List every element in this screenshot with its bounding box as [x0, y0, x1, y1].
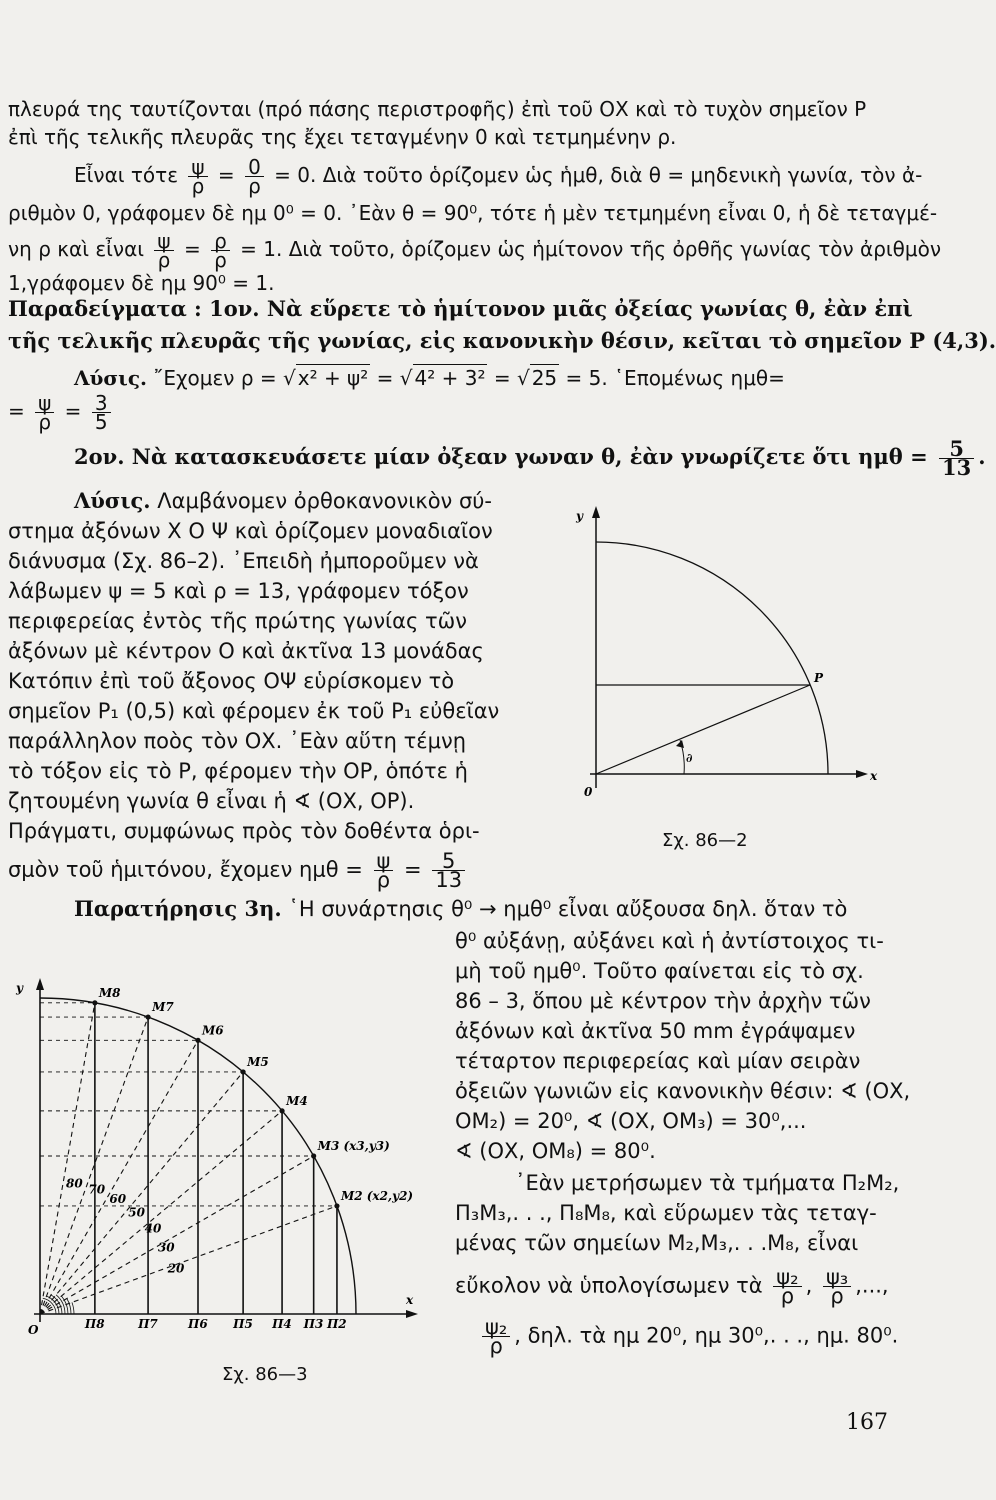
label-o: O: [28, 1323, 39, 1337]
example1-result: = $\frac{\psi}{\rho}$ = $\frac{3}{5}$: [8, 394, 115, 431]
fraction: $\frac{\psi}{\rho}$: [188, 158, 207, 195]
remark-line: ∢ (ΟΧ, ΟΜ₈) = 80⁰.: [455, 1139, 656, 1163]
fraction: $\frac{3}{5}$: [92, 394, 111, 431]
label-y: y: [576, 509, 583, 523]
point-M6: [195, 1038, 200, 1043]
label-p: P: [814, 671, 824, 685]
label-M5: M5: [247, 1054, 269, 1069]
example2-last-line: σμὸν τοῦ ἡμιτόνου, ἔχομεν ημθ = $\frac{\psi}{\rho}$ = $\frac{5}{13}$: [8, 852, 469, 889]
example2-line-1: Λύσις. Λαμβάνομεν ὀρθοκανονικὸν σύ-: [74, 488, 492, 513]
remark-line: ἀξόνων καὶ ἀκτῖνα 50 mm ἐγράψαμεν: [455, 1019, 856, 1043]
ray-op: [596, 685, 810, 774]
example2-heading: 2ον. Νὰ κατασκευάσετε μίαν ὀξεαν γωναν θ, ἐὰν γνωρίζετε ὅτι ημθ = $\frac{5}{13}$ .: [74, 436, 986, 480]
remark-line: μένας τῶν σημείων Μ₂,Μ₃,. . .Μ₈, εἶναι: [455, 1231, 859, 1255]
fraction: $\frac{5}{13}$: [432, 852, 465, 889]
remark-line-1: Παρατήρησις 3η. ῾Η συνάρτησις θ⁰ → ημθ⁰ εἶναι αὔξουσα δηλ. ὅταν τὸ: [74, 896, 848, 921]
example2-line: στημα ἀξόνων Χ Ο Ψ καὶ ὁρίζομεν μοναδιαῖον: [8, 519, 493, 543]
remark-line: ᾿Εὰν μετρήσωμεν τὰ τμήματα Π₂Μ₂,: [515, 1171, 900, 1195]
label-foot-Π7: Π7: [138, 1317, 158, 1331]
label-theta: ∂: [686, 751, 693, 765]
label-M3: M3 (x3,y3): [317, 1139, 390, 1153]
figure-86-3: [10, 970, 430, 1340]
fraction: $\frac{\psi}{\rho}$: [154, 232, 173, 269]
x-axis-arrow-icon: [856, 770, 868, 778]
label-M7: M7: [152, 1000, 174, 1015]
example1-line-2: τῆς τελικῆς πλευρᾶς τῆς γωνίας, εἰς κανονικὴν θέσιν, κεῖται τὸ σημεῖον Ρ (4,3).: [8, 328, 996, 353]
example2-line: Κατόπιν ἐπὶ τοῦ ἄξονος ΟΨ εὑρίσκομεν τὸ: [8, 669, 455, 693]
angle-arc-30: [67, 1299, 71, 1315]
point-M5: [241, 1069, 246, 1074]
remark-ratio-line: εὔκολον νὰ ὑπολογίσωμεν τὰ $\frac{\text{ψ₂}}{\rho}$ , $\frac{\text{ψ₃}}{\rho}$ ,...,: [455, 1265, 889, 1308]
fraction: $\frac{\psi}{\rho}$: [35, 394, 54, 431]
remark-line: ὀξειῶν γωνιῶν εἰς κανονικὴν θέσιν: ∢ (ΟΧ,: [455, 1079, 911, 1103]
intro-line-4: ριθμὸν 0, γράφομεν δὲ ημ 0⁰ = 0. ᾿Εὰν θ = 90⁰, τότε ἡ μὲν τετμημένη εἶναι 0, ἡ δὲ τεταγμέ-: [8, 201, 938, 225]
example2-line: παράλληλον ποὸς τὸν ΟΧ. ᾿Εὰν αὕτη τέμνῃ: [8, 729, 467, 753]
y-axis-arrow-icon: [592, 506, 600, 518]
example2-line: ζητουμένη γωνία θ εἶναι ἡ ∢ (ΟΧ, ΟΡ).: [8, 789, 415, 813]
point-M4: [279, 1108, 284, 1113]
label-y: y: [16, 981, 23, 995]
angle-arc-20: [72, 1302, 74, 1314]
example2-line: λάβωμεν ψ = 5 καὶ ρ = 13, γράφομεν τόξον: [8, 579, 469, 603]
label-M6: M6: [202, 1023, 224, 1038]
label-foot-Π5: Π5: [233, 1317, 253, 1331]
label-angle-30: 30: [157, 1240, 175, 1255]
remark-line: τέταρτον περιφερείας καὶ μίαν σειρὰν: [455, 1049, 861, 1073]
ray-70: [40, 1017, 148, 1314]
example1-solution: Λύσις. ῎Εχομεν ρ = √ x² + ψ² = √ 4² + 3² = √ 25 = 5. ῾Επομένως ημθ=: [74, 366, 785, 390]
remark-line: θ⁰ αὐξάνῃ, αὐξάνει καὶ ἡ ἀντίστοιχος τι-: [455, 929, 884, 953]
ray-50: [40, 1072, 243, 1314]
label-foot-Π2: Π2: [326, 1317, 347, 1331]
label-foot-Π8: Π8: [84, 1317, 105, 1331]
label-M8: M8: [98, 985, 121, 1000]
page-number: 167: [846, 1410, 888, 1435]
fraction: $\frac{5}{13}$: [939, 440, 974, 477]
label-M2: M2 (x2,y2): [340, 1188, 414, 1203]
example2-line: ἀξόνων μὲ κέντρον Ο καὶ ἀκτῖνα 13 μονάδας: [8, 639, 484, 663]
label-o: 0: [584, 785, 593, 799]
example2-line: περιφερείας ἐντὸς τῆς πρώτης γωνίας τῶν: [8, 609, 467, 633]
label-x: x: [406, 1293, 414, 1307]
example1-heading: Παραδείγματα : 1ον. Νὰ εὕρετε τὸ ἡμίτονον μιᾶς ὀξείας γωνίας θ, ἐὰν ἐπὶ: [8, 296, 913, 321]
figure-86-2-caption: Σχ. 86—2: [662, 830, 748, 851]
fraction: $\frac{\text{ψ₂}}{\rho}$: [773, 1268, 801, 1305]
label-foot-Π6: Π6: [188, 1317, 208, 1331]
remark-line: ΟΜ₂) = 20⁰, ∢ (ΟΧ, ΟΜ₃) = 30⁰,...: [455, 1109, 807, 1133]
remark-line: μὴ τοῦ ημθ⁰. Τοῦτο φαίνεται εἰς τὸ σχ.: [455, 959, 864, 983]
example2-line: διάνυσμα (Σχ. 86–2). ᾿Επειδὴ ἠμποροῦμεν νὰ: [8, 549, 479, 573]
label-angle-40: 40: [144, 1221, 162, 1236]
intro-line-5: νη ρ καὶ εἶναι $\frac{\psi}{\rho}$ = $\frac{\rho}{\rho}$ = 1. Διὰ τοῦτο, ὁρίζομεν ὡς ἡμίτονον τῆς ὀρθῆς γωνίας τὸν ἀριθμὸν: [8, 229, 942, 272]
label-angle-50: 50: [128, 1205, 146, 1220]
y-axis-arrow-icon: [36, 978, 44, 990]
label-foot-Π4: Π4: [272, 1317, 292, 1331]
example2-line: σημεῖον Ρ₁ (0,5) καὶ φέρομεν ἐκ τοῦ Ρ₁ εὐθεῖαν: [8, 699, 500, 723]
label-foot-Π3: Π3: [303, 1317, 324, 1331]
label-M4: M4: [286, 1093, 308, 1108]
remark-line: 86 – 3, ὅπου μὲ κέντρον τὴν ἀρχὴν τῶν: [455, 989, 871, 1013]
arc: [596, 542, 828, 774]
intro-line-6: 1,γράφομεν δὲ ημ 90⁰ = 1.: [8, 271, 275, 295]
fraction: $\frac{\rho}{\rho}$: [211, 232, 230, 269]
point-M7: [145, 1014, 150, 1019]
figure-86-3-caption: Σχ. 86—3: [222, 1364, 308, 1385]
intro-line-1: πλευρά της ταυτίζονται (πρό πάσης περιστροφῆς) ἐπὶ τοῦ ΟΧ καὶ τὸ τυχὸν σημεῖον Ρ: [8, 97, 867, 121]
fraction: $\frac{\psi}{\rho}$: [374, 852, 394, 889]
intro-line-3: Εἶναι τότε $\frac{\psi}{\rho}$ = $\frac{0}{\rho}$ = 0. Διὰ τοῦτο ὁρίζομεν ὡς ἡμθ, διὰ θ = μηδενικὴ γωνία, τὸν ἀ-: [74, 155, 923, 198]
fraction: $\frac{\text{ψ₃}}{\rho}$: [823, 1268, 851, 1305]
point-M2: [334, 1203, 339, 1208]
example2-line: τὸ τόξον εἰς τὸ Ρ, φέρομεν τὴν ΟΡ, ὁπότε ἡ: [8, 759, 468, 783]
intro-line-2: ἐπὶ τῆς τελικῆς πλευρᾶς της ἔχει τεταγμένην 0 καὶ τετμημένην ρ.: [8, 125, 677, 149]
x-axis-arrow-icon: [406, 1310, 418, 1318]
label-x: x: [870, 769, 878, 783]
example2-line: Πράγματι, συμφώνως πρὸς τὸν δοθέντα ὁρι-: [8, 819, 480, 843]
label-angle-60: 60: [109, 1192, 127, 1207]
label-angle-80: 80: [66, 1176, 83, 1191]
figure-86-2: [560, 500, 880, 800]
remark-final-line: $\frac{\text{ψ₂}}{\rho}$ , δηλ. τὰ ημ 20⁰, ημ 30⁰,. . ., ημ. 80⁰.: [478, 1318, 898, 1355]
point-M8: [92, 1000, 97, 1005]
ray-20: [40, 1206, 337, 1314]
point-M3: [311, 1153, 316, 1158]
fraction: $\frac{\text{ψ₂}}{\rho}$: [482, 1318, 510, 1355]
remark-line: Π₃Μ₃,. . ., Π₈Μ₈, καὶ εὕρωμεν τὰς τεταγ-: [455, 1201, 877, 1225]
ray-40: [40, 1111, 282, 1314]
label-angle-70: 70: [88, 1182, 106, 1197]
fraction: $\frac{0}{\rho}$: [245, 158, 264, 195]
label-angle-20: 20: [167, 1261, 185, 1276]
